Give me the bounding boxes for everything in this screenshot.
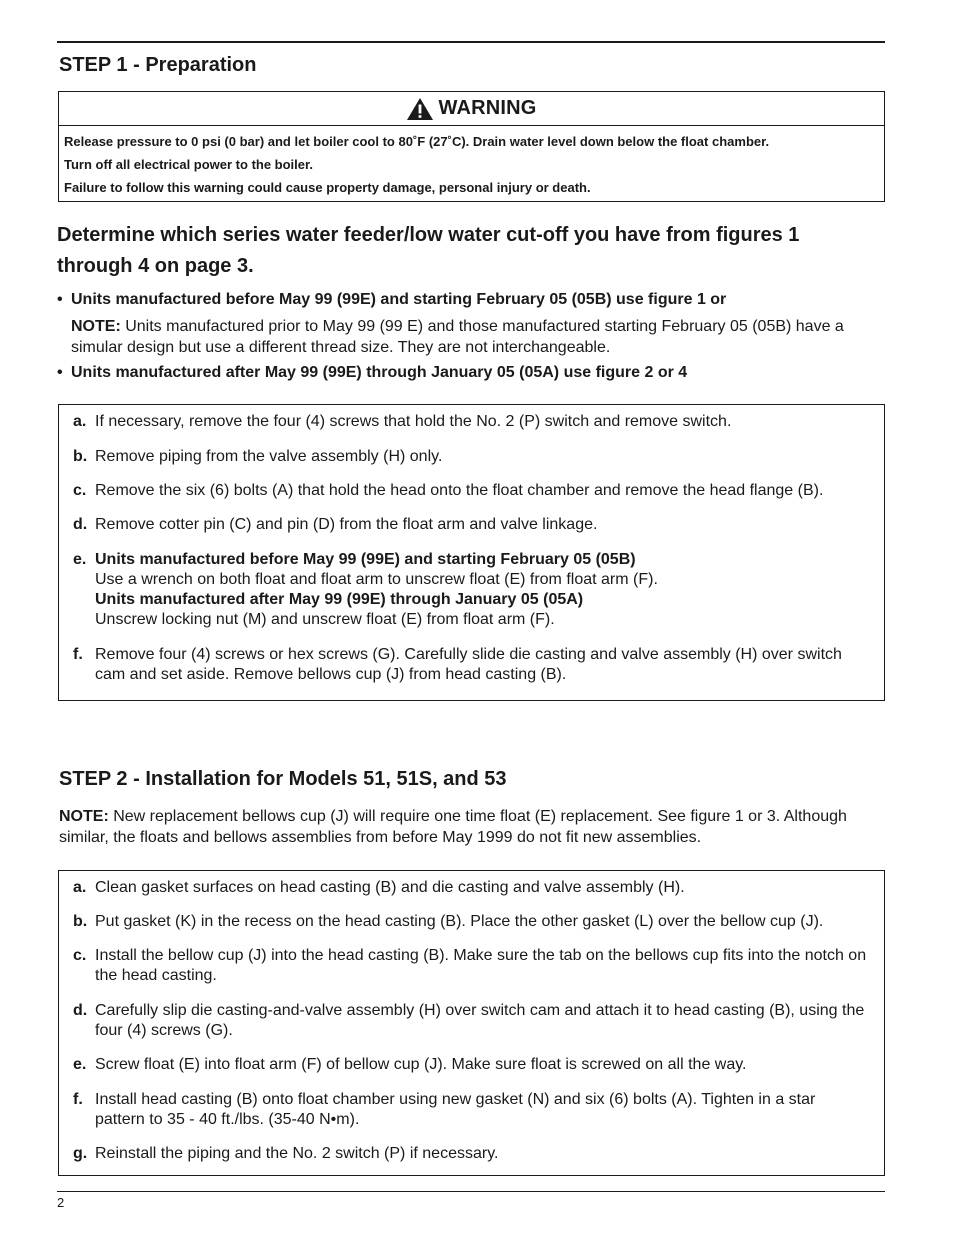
step1-item-f: f. Remove four (4) screws or hex screws (G). Carefully slide die casting and valve assembly (H) over switch cam and set aside. Remove bellows cup (J) from head casting (B). (73, 646, 842, 683)
step1-item-e: e. Units manufactured before May 99 (99E) and starting February 05 (05B) Use a wrench on both float and float arm to unscrew float (E) from float arm (F). Units manufactured after May 99 (99E) through January 05 (05A) Unscrew locking nut (M) and unscrew float (E) from float arm (F). (73, 550, 868, 630)
step2-item-a: a. Clean gasket surfaces on head casting (B) and die casting and valve assembly (H). (73, 879, 685, 896)
warning-line: Turn off all electrical power to the boiler. (64, 157, 313, 172)
step2-item-c: c. Install the bellow cup (J) into the head casting (B). Make sure the tab on the bellows cup fits into the notch on the head casting. (73, 947, 867, 984)
warning-triangle-icon (406, 97, 434, 121)
step1-item-a: a. If necessary, remove the four (4) screws that hold the No. 2 (P) switch and remove switch. (73, 413, 732, 430)
note-label: NOTE: (71, 318, 121, 335)
step1-item-b: b. Remove piping from the valve assembly (H) only. (73, 448, 443, 465)
bullet-item (57, 364, 687, 382)
step2-item-e: e. Screw float (E) into float arm (F) of bellow cup (J). Make sure float is screwed on all the way. (73, 1056, 747, 1073)
step2-item-b: b. Put gasket (K) in the recess on the head casting (B). Place the other gasket (L) over the bellow cup (J). (73, 913, 824, 930)
note-text: Units manufactured prior to May 99 (99 E) and those manufactured starting February 05 (05B) have a simular design but use a different thread size. They are not interchangeable. (71, 318, 844, 356)
page-number: 2 (57, 1195, 65, 1210)
step1-heading: STEP 1 - Preparation (59, 54, 257, 76)
step2-heading: STEP 2 - Installation for Models 51, 51S, and 53 (59, 768, 507, 790)
warning-line: Failure to follow this warning could cause property damage, personal injury or death. (64, 180, 591, 195)
subheading: Units manufactured after May 99 (99E) through January 05 (05A) (95, 591, 584, 608)
subheading: Units manufactured before May 99 (99E) and starting February 05 (05B) (95, 551, 636, 568)
step1-note (71, 316, 871, 358)
note-text: New replacement bellows cup (J) will require one time float (E) replacement. See figure 1 or 3. Although similar, the floats and bellows assemblies from before May 1999 do not fit new assemblies. (59, 808, 847, 846)
warning-title: WARNING (438, 97, 537, 119)
step2-note (59, 806, 879, 848)
step1-item-d: d. Remove cotter pin (C) and pin (D) from the float arm and valve linkage. (73, 516, 598, 533)
top-rule (57, 41, 885, 43)
bullet-item (57, 291, 726, 309)
determine-series-heading: Determine which series water feeder/low water cut-off you have from figures 1 through 4 on page 3. (57, 224, 800, 277)
note-label: NOTE: (59, 808, 109, 825)
warning-line: Release pressure to 0 psi (0 bar) and let boiler cool to 80˚F (27˚C). Drain water level down below the float chamber. (64, 134, 770, 149)
bullet-icon: • (57, 291, 63, 308)
warning-lines (59, 126, 884, 199)
step2-item-g: g. Reinstall the piping and the No. 2 switch (P) if necessary. (73, 1145, 499, 1162)
step2-item-f: f. Install head casting (B) onto float chamber using new gasket (N) and six (6) bolts (A). Tighten in a star pattern to 35 - 40 ft./lbs. (35-40 N•m). (73, 1091, 816, 1128)
step2-instructions-box (58, 870, 885, 1176)
bullet-icon: • (57, 364, 63, 381)
step1-instructions-box (58, 404, 885, 701)
step2-item-d: d. Carefully slip die casting-and-valve assembly (H) over switch cam and attach it to head casting (B), using the four (4) screws (G). (73, 1002, 865, 1039)
bullet-text: Units manufactured before May 99 (99E) and starting February 05 (05B) use figure 1 or (71, 291, 727, 308)
step1-item-c: c. Remove the six (6) bolts (A) that hold the head onto the float chamber and remove the head flange (B). (73, 482, 824, 499)
warning-header (59, 92, 884, 126)
bottom-rule (57, 1191, 885, 1192)
bullet-text: Units manufactured after May 99 (99E) through January 05 (05A) use figure 2 or 4 (71, 364, 688, 381)
warning-box (58, 91, 885, 202)
